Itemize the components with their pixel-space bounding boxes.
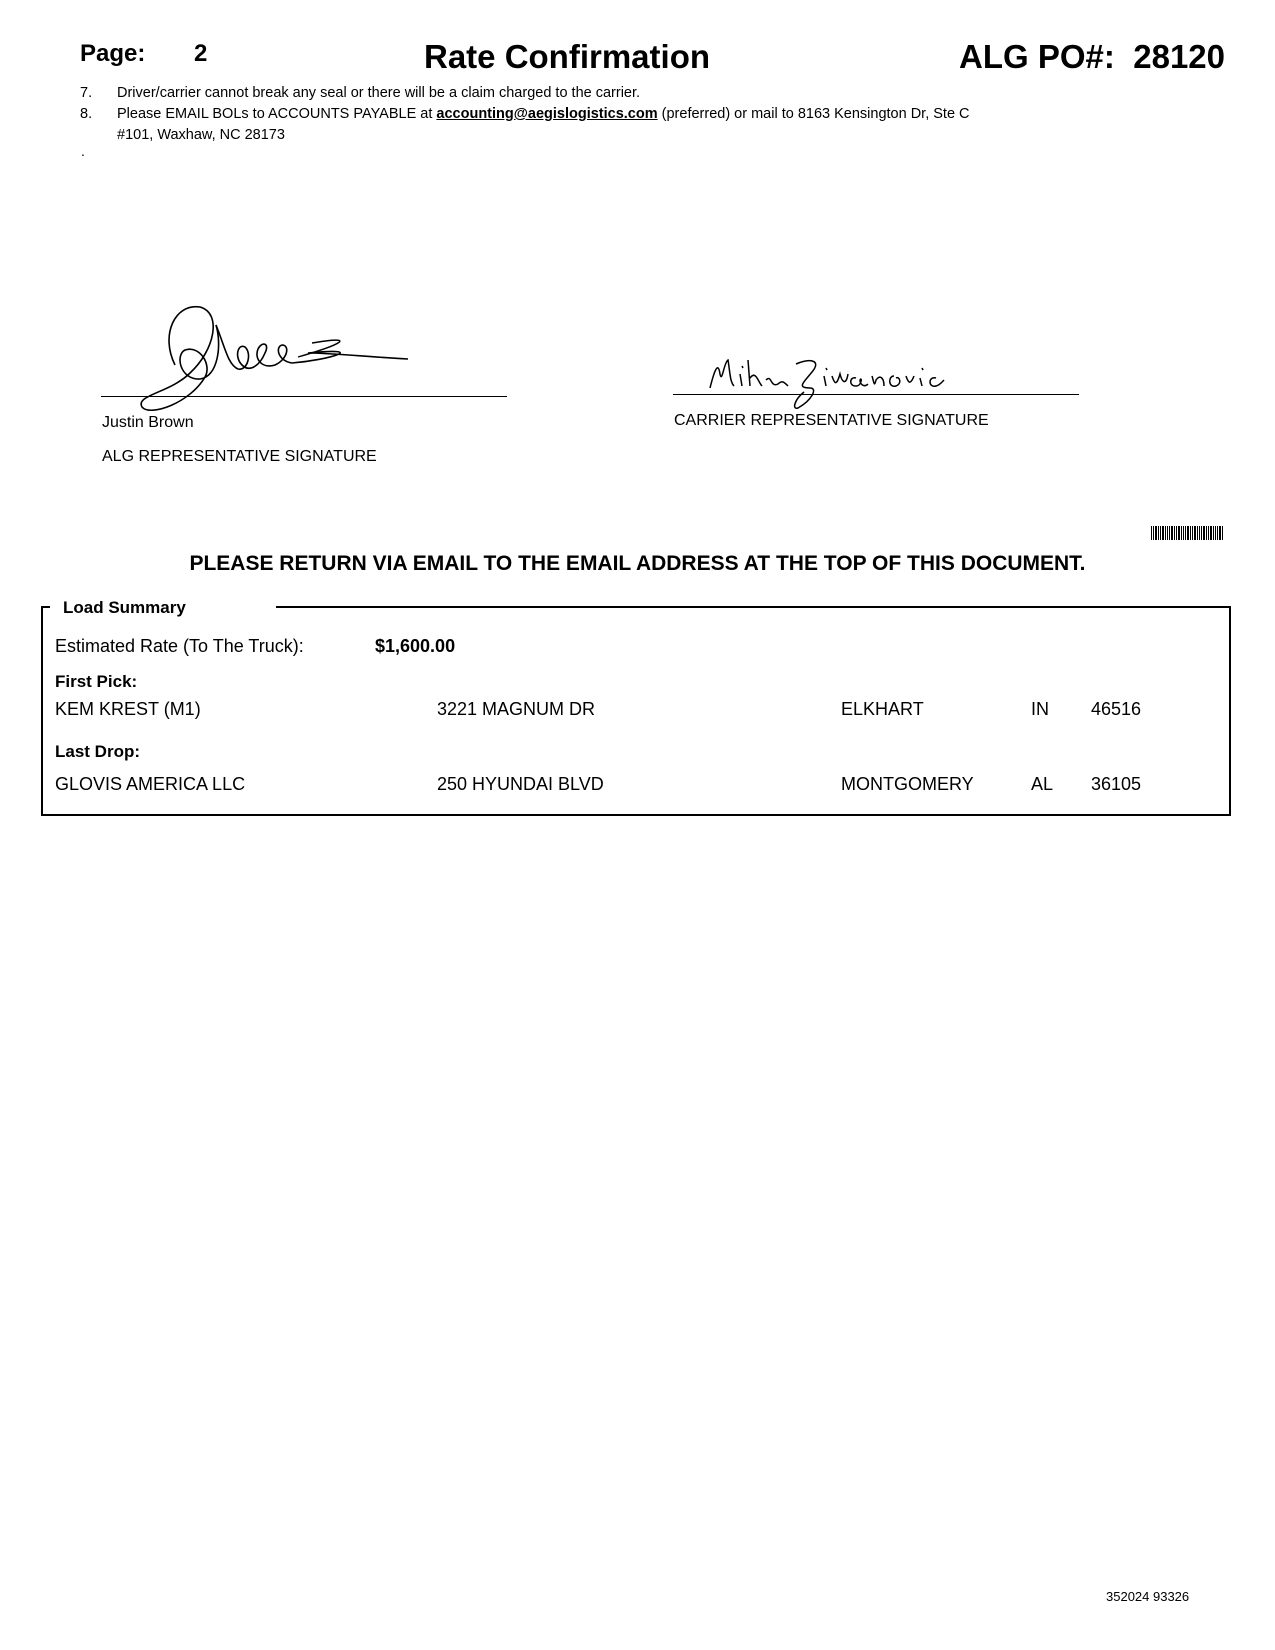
last-drop-city: MONTGOMERY [841, 774, 974, 794]
first-pick-label: First Pick: [55, 672, 138, 691]
first-pick-name: KEM KREST (M1) [55, 699, 201, 719]
term-item [80, 83, 1080, 104]
return-instructions: PLEASE RETURN VIA EMAIL TO THE EMAIL ADDRESS AT THE TOP OF THIS DOCUMENT. [189, 552, 1086, 575]
first-pick-city: ELKHART [841, 699, 924, 719]
term-text-line2: #101, Waxhaw, NC 28173 [117, 127, 285, 143]
page-number: 2 [194, 40, 208, 67]
barcode [1151, 526, 1223, 540]
po-number: 28120 [1133, 38, 1225, 75]
term-text-before: Please EMAIL BOLs to ACCOUNTS PAYABLE at [117, 106, 433, 122]
alg-representative-name: Justin Brown [102, 414, 194, 431]
load-summary-title: Load Summary [63, 598, 186, 617]
last-drop-state: AL [1031, 774, 1054, 794]
first-pick-state: IN [1031, 699, 1049, 719]
term-text [117, 104, 1080, 146]
term-text: Driver/carrier cannot break any seal or there will be a claim charged to the carrier. [117, 85, 641, 101]
trailing-mark: . [81, 143, 85, 159]
term-text-after: (preferred) or mail to 8163 Kensington Dr, Ste C [661, 106, 970, 122]
last-drop-name: GLOVIS AMERICA LLC [55, 774, 246, 794]
accounting-email-link[interactable]: accounting@aegislogistics.com [436, 106, 658, 122]
last-drop-label: Last Drop: [55, 742, 140, 761]
alg-signature-line [101, 396, 507, 397]
page-label: Page: [80, 40, 146, 67]
last-drop-zip: 36105 [1091, 774, 1142, 794]
term-number: 8. [80, 106, 93, 122]
estimated-rate-value: $1,600.00 [375, 636, 456, 656]
po-number-heading [959, 38, 1225, 76]
carrier-signature-caption: CARRIER REPRESENTATIVE SIGNATURE [674, 412, 989, 429]
last-drop-address: 250 HYUNDAI BLVD [437, 774, 604, 794]
first-pick-zip: 46516 [1091, 699, 1142, 719]
po-label: ALG PO#: [959, 38, 1115, 75]
term-number: 7. [80, 85, 93, 101]
footer-document-code: 352024 93326 [1106, 1589, 1190, 1604]
document-title: Rate Confirmation [424, 38, 711, 75]
carrier-signature-line [673, 394, 1079, 395]
terms-list [80, 83, 1080, 146]
alg-handwritten-signature [130, 295, 440, 415]
term-item [80, 104, 1080, 146]
summary-corner-tick [41, 606, 43, 616]
alg-signature-caption: ALG REPRESENTATIVE SIGNATURE [102, 448, 377, 465]
first-pick-address: 3221 MAGNUM DR [437, 699, 596, 719]
estimated-rate-label: Estimated Rate (To The Truck): [55, 636, 304, 656]
carrier-handwritten-signature [700, 352, 980, 412]
